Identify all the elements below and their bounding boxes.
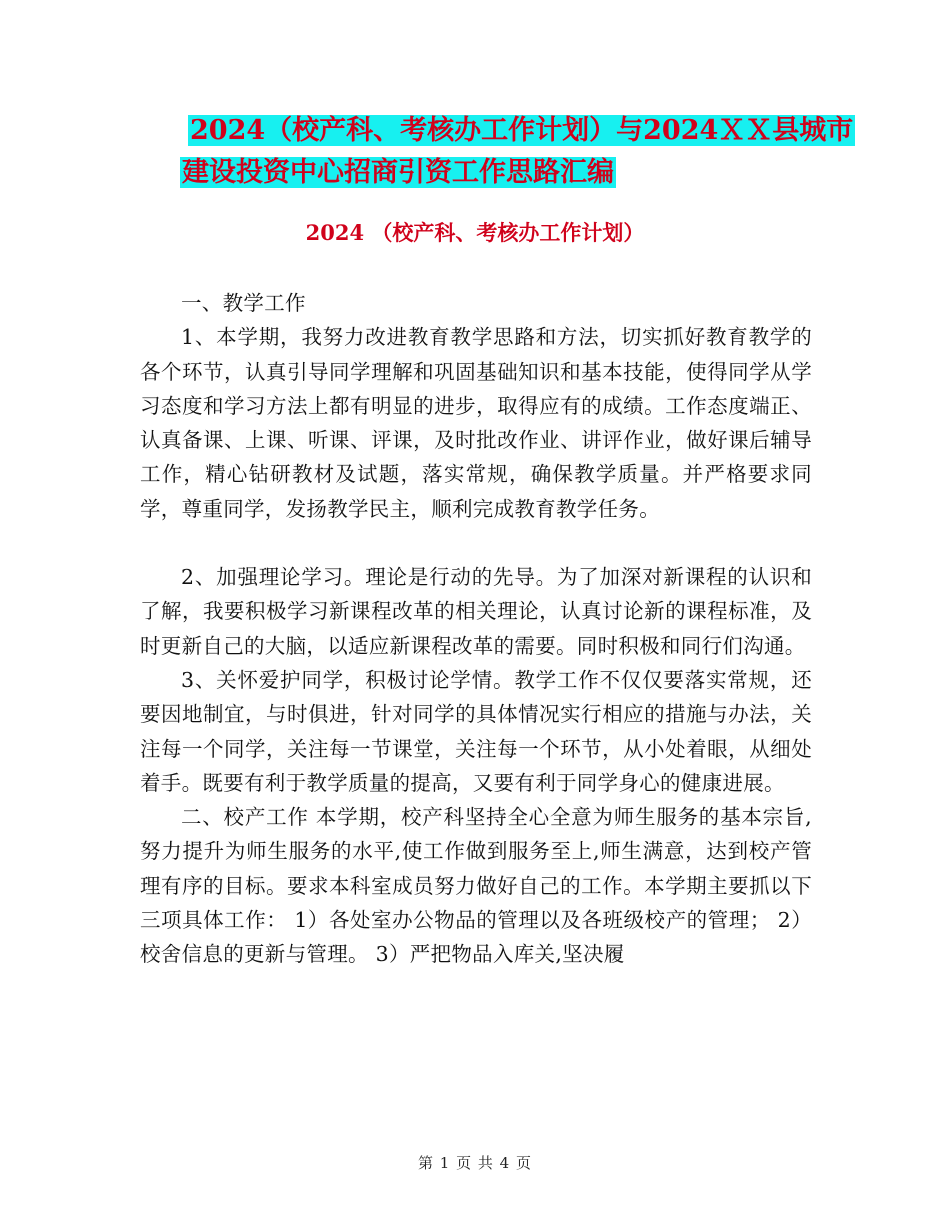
paragraph-2: 2、加强理论学习。理论是行动的先导。为了加深对新课程的认识和了解，我要积极学习新课程改革的相关理论，认真讨论新的课程标准，及时更新自己的大脑，以适应新课程改革的需要。同时积极和同行们沟通。 (140, 565, 812, 658)
paragraph-4: 二、校产工作 本学期，校产科坚持全心全意为师生服务的基本宗旨,努力提升为师生服务的水平,使工作做到服务至上,师生满意，达到校产管理有序的目标。要求本科室成员努力做好自己的工作。本学期主要抓以下三项具体工作： 1）各处室办公物品的管理以及各班级校产的管理； 2）校舍信息的更新与管理。 3）严把物品入库关,坚决履 (140, 805, 812, 967)
paragraph-3: 3、关怀爱护同学，积极讨论学情。教学工作不仅仅要落实常规，还要因地制宜，与时俱进，针对同学的具体情况实行相应的措施与办法，关注每一个同学，关注每一节课堂，关注每一个环节，从小处着眼，从细处着手。既要有利于教学质量的提高，又要有利于同学身心的健康进展。 (140, 667, 812, 795)
page-footer: 第 1 页 共 4 页 (418, 1154, 532, 1172)
title-line-1: 2024（校产科、考核办工作计划）与2024ＸＸ县城市 (190, 115, 854, 146)
heading-teaching: 一、教学工作 (181, 291, 306, 315)
document-title (0, 110, 950, 194)
paragraph-1: 1、本学期，我努力改进教育教学思路和方法，切实抓好教育教学的各个环节，认真引导同学理解和巩固基础知识和基本技能，使得同学从学习态度和学习方法上都有明显的进步，取得应有的成绩。工作态度端正、认真备课、上课、听课、评课，及时批改作业、讲评作业，做好课后辅导工作，精心钻研教材及试题，落实常规，确保教学质量。并严格要求同学，尊重同学，发扬教学民主，顺利完成教育教学任务。 (140, 325, 812, 521)
title-line-2: 建设投资中心招商引资工作思路汇编 (182, 157, 614, 188)
section-subtitle: 2024 （校产科、考核办工作计划） (305, 220, 645, 245)
document-body (140, 286, 812, 972)
